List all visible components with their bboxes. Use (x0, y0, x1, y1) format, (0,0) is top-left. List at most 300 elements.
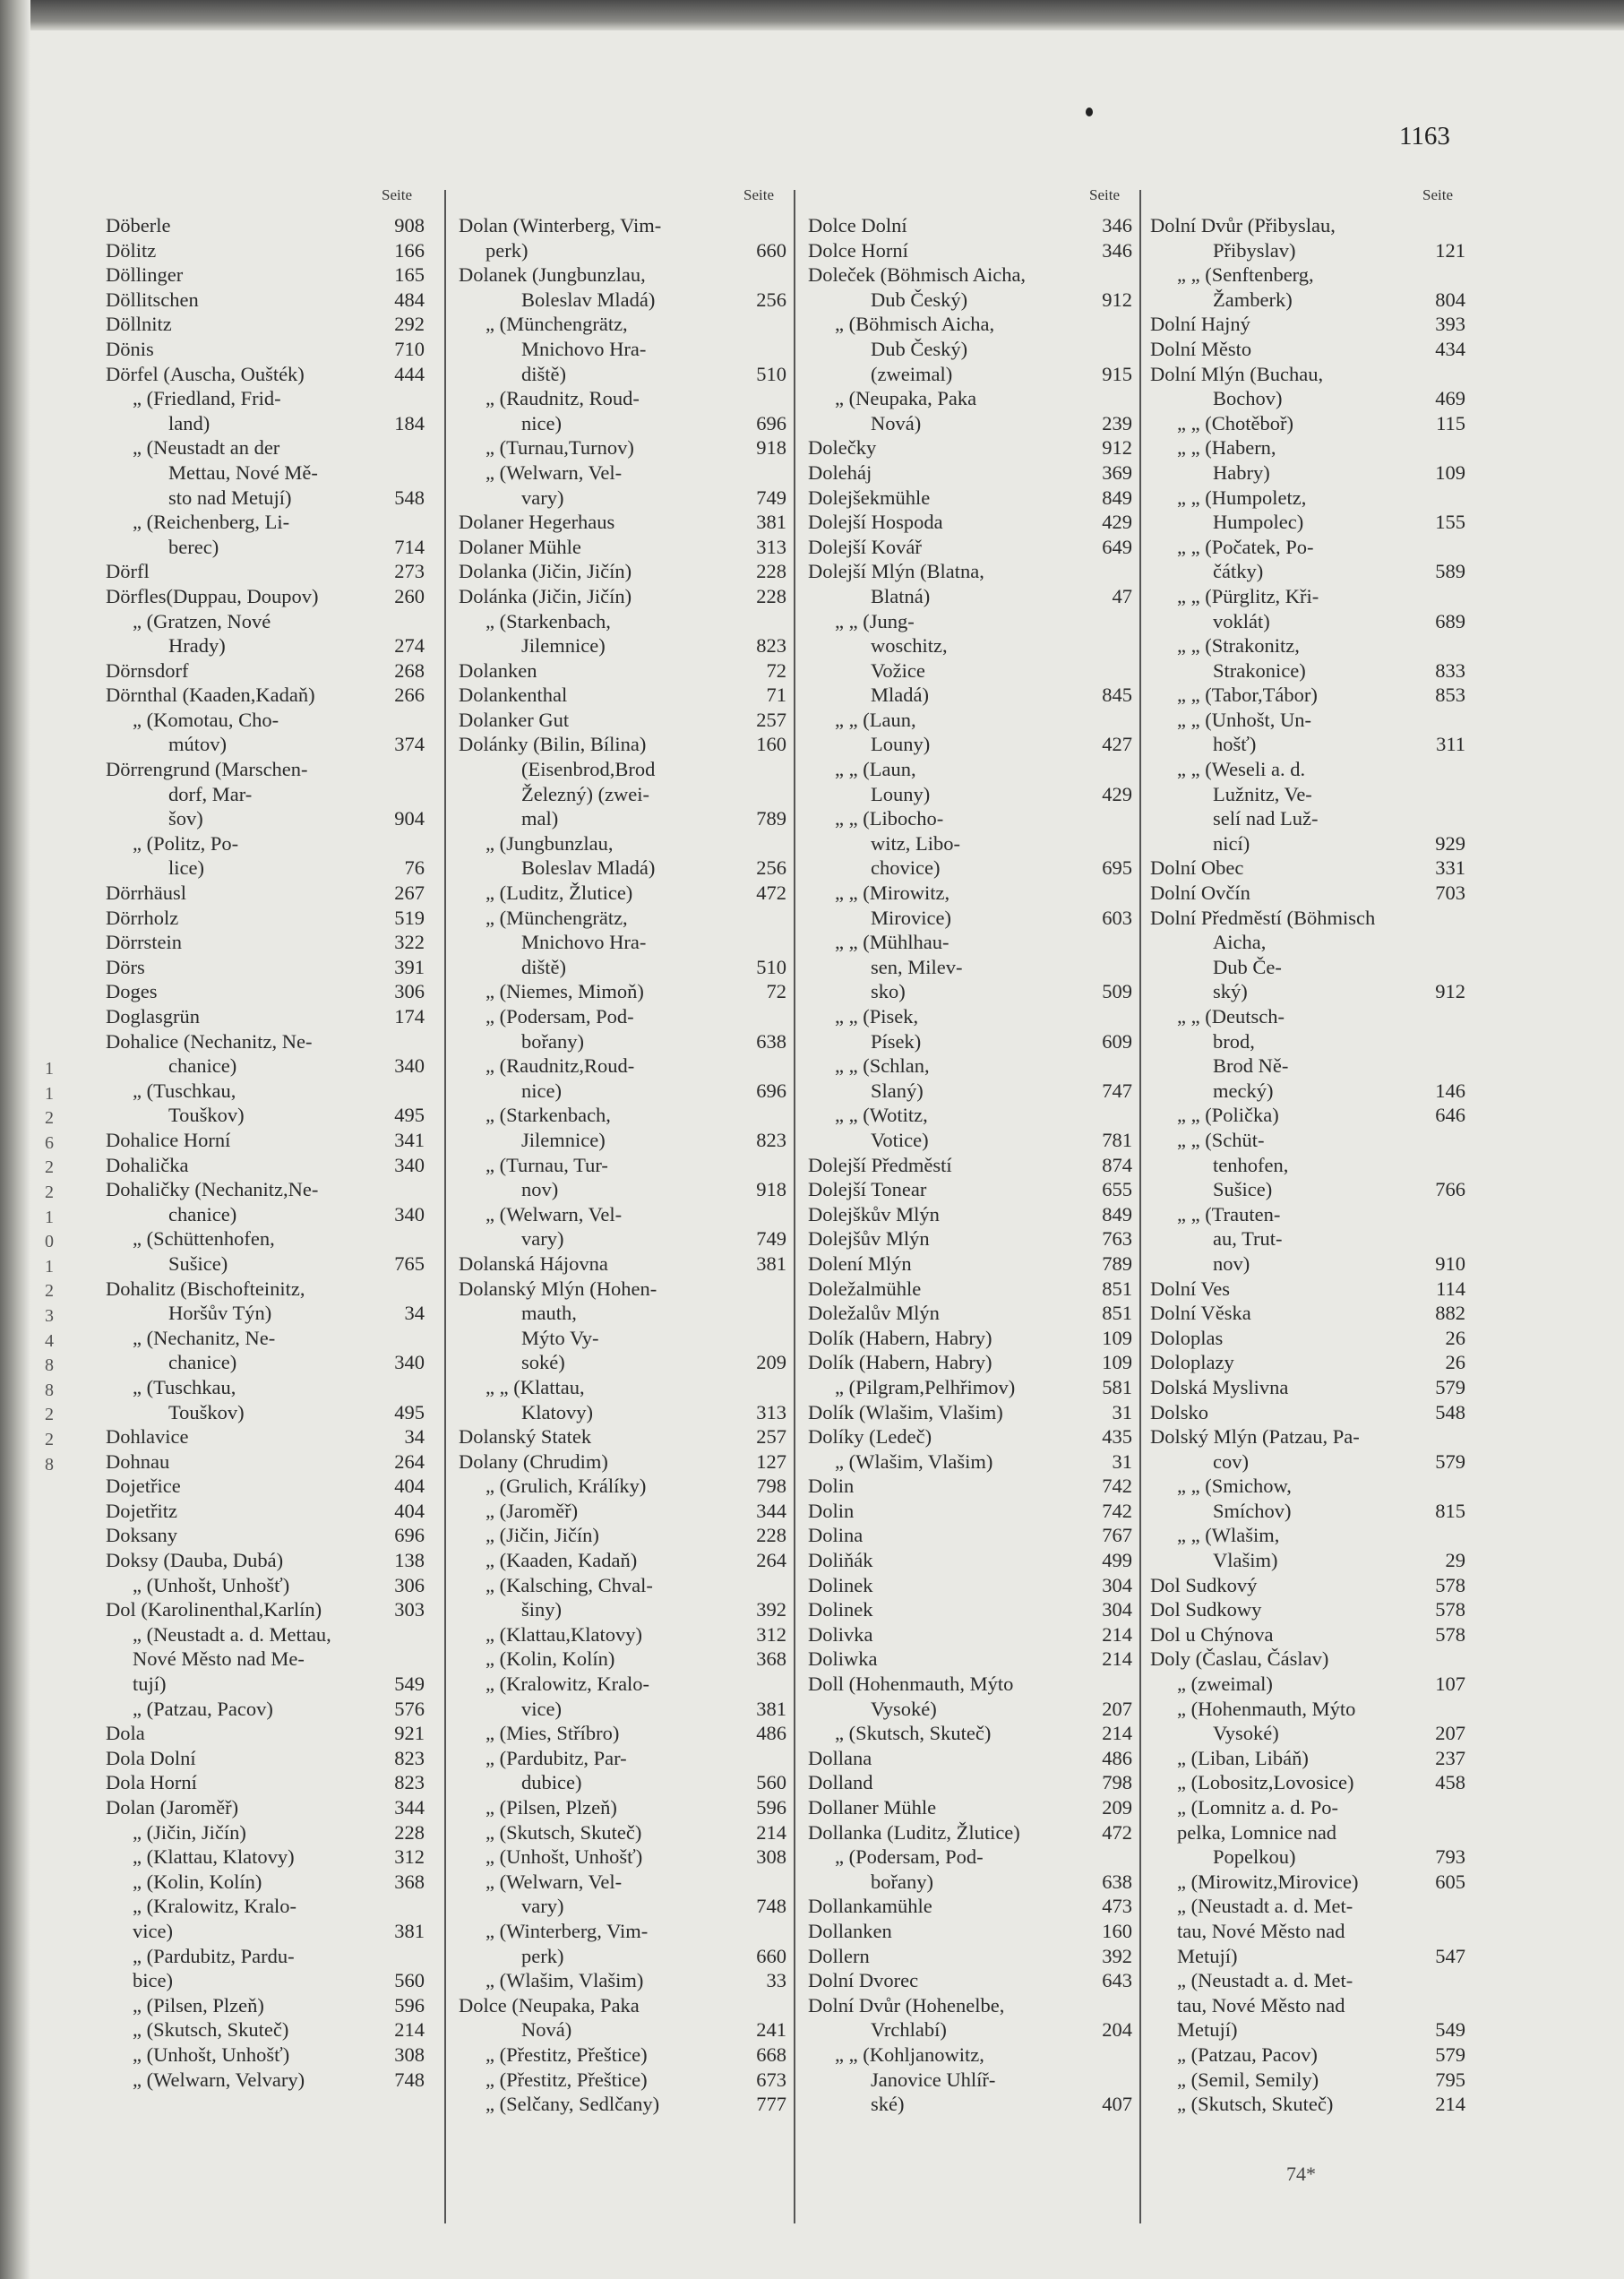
index-entry (106, 535, 425, 560)
entry-page: 404 (394, 1499, 425, 1522)
index-entry (106, 386, 425, 411)
entry-name: Mnichovo Hra- (521, 931, 647, 954)
index-entry (106, 559, 425, 584)
entry-name: vary) (521, 1227, 564, 1251)
entry-page: 155 (1435, 511, 1465, 534)
entry-page: 331 (1435, 856, 1465, 880)
entry-name: Dollanken (808, 1919, 892, 1942)
index-entry (106, 1301, 425, 1326)
entry-page: 214 (1435, 2093, 1465, 2116)
entry-page: 268 (394, 658, 425, 682)
entry-name: Dolce Dolní (808, 214, 907, 236)
entry-name: „ (Pilgram,Pelhřimov) (835, 1375, 1016, 1398)
entry-page: 703 (1435, 882, 1465, 905)
index-entry (459, 435, 786, 460)
entry-name: „ (Reichenberg, Li- (133, 511, 290, 534)
index-entry (106, 1029, 425, 1054)
entry-name: „ „ (Laun, (835, 708, 916, 731)
index-entry (459, 1573, 786, 1598)
index-entry (459, 782, 786, 807)
entry-name: Doležalův Mlýn (808, 1302, 940, 1325)
index-entry (808, 1004, 1132, 1029)
index-entry (459, 757, 786, 782)
index-entry (106, 1128, 425, 1153)
entry-name: Döllinger (106, 263, 184, 287)
entry-name: „ „ (Libocho- (835, 807, 944, 830)
entry-name: „ (Kalsching, Chval- (485, 1573, 653, 1596)
entry-name: „ (Münchengrätz, (485, 313, 628, 336)
index-entry (1150, 732, 1465, 757)
index-entry (106, 1968, 425, 1993)
index-entry (1150, 238, 1465, 263)
entry-name: Strakonice) (1213, 658, 1306, 682)
index-entry (808, 856, 1132, 881)
index-entry (106, 1499, 425, 1524)
entry-page: 581 (1102, 1375, 1132, 1398)
entry-name: „ (Patzau, Pacov) (133, 1697, 273, 1720)
index-entry (808, 262, 1132, 288)
index-entry (808, 831, 1132, 856)
entry-name: „ (Nechanitz, Ne- (133, 1326, 276, 1349)
index-entry (106, 1795, 425, 1820)
entry-name: nov) (1213, 1251, 1250, 1275)
entry-page: 605 (1435, 1870, 1465, 1893)
entry-name: Dolík (Habern, Habry) (808, 1351, 992, 1374)
entry-name: Doliňák (808, 1549, 873, 1572)
entry-name: „ (Münchengrätz, (485, 906, 628, 929)
entry-page: 72 (766, 658, 786, 682)
index-entry (808, 238, 1132, 263)
entry-name: Boleslav Mladá) (521, 288, 656, 311)
entry-page: 214 (1102, 1722, 1132, 1745)
index-entry (106, 782, 425, 807)
entry-name: „ (Unhošt, Unhošť) (133, 2042, 290, 2066)
entry-page: 589 (1435, 560, 1465, 583)
entry-name: Dörrstein (106, 931, 182, 954)
entry-name: „ (Welwarn, Vel- (485, 460, 623, 484)
index-entry (808, 979, 1132, 1004)
scan-top-edge (0, 0, 1624, 30)
entry-page: 241 (756, 2018, 786, 2042)
entry-name: „ (Wlašim, Vlašim) (835, 1449, 993, 1473)
margin-fragment: 1 (45, 1083, 54, 1104)
entry-name: Dohlavice (106, 1425, 189, 1449)
entry-page: 273 (394, 560, 425, 583)
entry-name: Dolsko (1150, 1400, 1209, 1423)
index-entry (459, 609, 786, 634)
entry-name: „ „ (Strakonitz, (1177, 634, 1300, 658)
index-entry (808, 1128, 1132, 1153)
index-entry (808, 1746, 1132, 1771)
entry-page: 381 (756, 511, 786, 534)
entry-name: „ (Klattau,Klatovy) (485, 1622, 642, 1646)
entry-page: 714 (394, 535, 425, 558)
entry-page: 767 (1102, 1524, 1132, 1547)
entry-name: „ (Skutsch, Skuteč) (133, 2018, 289, 2042)
entry-name: Sušice) (1213, 1178, 1273, 1201)
index-entry (459, 584, 786, 609)
index-entry (1150, 1548, 1465, 1573)
entry-name: Dörrhäusl (106, 882, 186, 905)
index-entry (106, 1993, 425, 2018)
margin-fragment: 1 (45, 1207, 54, 1227)
entry-page: 849 (1102, 486, 1132, 509)
entry-page: 579 (1435, 1375, 1465, 1398)
entry-page: 910 (1435, 1251, 1465, 1275)
index-entry (459, 510, 786, 535)
entry-name: „ (Neustadt an der (133, 436, 280, 460)
index-entry (1150, 213, 1465, 238)
margin-fragment: 2 (45, 1157, 54, 1178)
index-entry (459, 1029, 786, 1054)
entry-name: Dolin (808, 1475, 855, 1498)
entry-name: Dolanken (459, 658, 537, 682)
entry-name: Dolní Hajný (1150, 313, 1250, 336)
entry-name: perk) (521, 1944, 564, 1967)
index-entry (459, 1672, 786, 1697)
margin-fragment: 8 (45, 1380, 54, 1400)
entry-page: 579 (1435, 1449, 1465, 1473)
index-entry (1150, 1993, 1465, 2018)
index-entry (106, 2068, 425, 2093)
index-entry (1150, 1029, 1465, 1054)
entry-page: 228 (394, 1820, 425, 1844)
entry-name: Doglasgrün (106, 1005, 200, 1028)
entry-page: 369 (1102, 460, 1132, 484)
entry-page: 777 (756, 2093, 786, 2116)
entry-name: Dolanský Mlýn (Hohen- (459, 1277, 657, 1300)
entry-page: 267 (394, 882, 425, 905)
index-entry (1150, 1474, 1465, 1499)
index-entry (106, 708, 425, 733)
entry-page: 31 (1112, 1400, 1132, 1423)
margin-fragment: 4 (45, 1330, 54, 1351)
index-entry (459, 955, 786, 980)
entry-name: Dolanka (Jičin, Jičín) (459, 560, 632, 583)
index-entry (808, 312, 1132, 337)
entry-page: 29 (1445, 1549, 1465, 1572)
entry-name: Louny) (871, 733, 931, 756)
index-entry (459, 930, 786, 955)
entry-name: Dolánky (Bilin, Bílina) (459, 733, 647, 756)
index-entry (459, 1894, 786, 1919)
entry-name: Dolinek (808, 1598, 873, 1621)
entry-page: 549 (1435, 2018, 1465, 2042)
entry-name: Dol u Chýnova (1150, 1622, 1274, 1646)
entry-name: „ (Mirowitz,Mirovice) (1177, 1870, 1359, 1893)
column-header: Seite (1089, 186, 1120, 203)
entry-page: 146 (1435, 1079, 1465, 1102)
entry-page: 472 (756, 882, 786, 905)
index-entry (808, 1647, 1132, 1672)
index-entry (459, 1400, 786, 1425)
entry-name: Dolina (808, 1524, 864, 1547)
index-entry (459, 1449, 786, 1475)
entry-name: Písek) (871, 1029, 922, 1053)
entry-name: nicí) (1213, 831, 1250, 855)
index-entry (1150, 1375, 1465, 1400)
entry-page: 689 (1435, 609, 1465, 632)
entry-name: land) (168, 411, 211, 434)
entry-page: 322 (394, 931, 425, 954)
entry-page: 495 (394, 1104, 425, 1127)
index-entry (106, 930, 425, 955)
entry-page: 548 (1435, 1400, 1465, 1423)
index-entry (106, 1622, 425, 1647)
entry-page: 696 (756, 1079, 786, 1102)
entry-page: 214 (1102, 1647, 1132, 1671)
entry-name: Mettau, Nové Mě- (168, 460, 318, 484)
index-entry (459, 1054, 786, 1079)
entry-name: „ (Friedland, Frid- (133, 387, 281, 410)
entry-name: chovice) (871, 856, 941, 880)
index-entry (808, 1226, 1132, 1251)
index-entry (459, 312, 786, 337)
index-entry (1150, 1350, 1465, 1375)
entry-page: 209 (756, 1351, 786, 1374)
entry-name: Žamberk) (1213, 288, 1293, 311)
entry-page: 578 (1435, 1573, 1465, 1596)
index-entry (1150, 411, 1465, 436)
entry-name: „ (Pilsen, Plzeň) (133, 1993, 264, 2017)
entry-name: Smíchov) (1213, 1499, 1292, 1522)
index-entry (808, 1400, 1132, 1425)
entry-name: Vlašim) (1213, 1549, 1278, 1572)
index-entry (106, 1153, 425, 1178)
index-entry (1150, 906, 1465, 931)
index-entry (808, 2068, 1132, 2093)
entry-name: „ (Skutsch, Skuteč) (1177, 2093, 1334, 2116)
index-entry (808, 633, 1132, 658)
index-entry (1150, 1820, 1465, 1845)
entry-name: diště) (521, 955, 566, 978)
entry-name: šov) (168, 807, 203, 830)
index-entry (459, 288, 786, 313)
index-entry (1150, 1968, 1465, 1993)
index-entry (808, 1597, 1132, 1622)
index-entry (459, 633, 786, 658)
entry-page: 655 (1102, 1178, 1132, 1201)
entry-page: 789 (1102, 1251, 1132, 1275)
index-entry (1150, 1128, 1465, 1153)
entry-page: 766 (1435, 1178, 1465, 1201)
index-entry (106, 906, 425, 931)
entry-page: 765 (394, 1251, 425, 1275)
index-entry (1150, 1103, 1465, 1128)
entry-page: 160 (1102, 1919, 1132, 1942)
entry-page: 341 (394, 1128, 425, 1151)
left-margin-fragments (4, 1057, 54, 1477)
index-entry (106, 1672, 425, 1697)
entry-name: „ (Hohenmauth, Mýto (1177, 1697, 1356, 1720)
column-header: Seite (743, 186, 774, 203)
index-entry (808, 782, 1132, 807)
index-entry (808, 806, 1132, 831)
entry-name: Dolní Město (1150, 337, 1252, 360)
index-entry (459, 1128, 786, 1153)
entry-name: „ (Pilsen, Plzeň) (485, 1796, 617, 1819)
entry-page: 510 (756, 362, 786, 385)
index-entry (106, 609, 425, 634)
entry-name: „ (zweimal) (1177, 1673, 1273, 1696)
entry-name: Dollaner Mühle (808, 1796, 937, 1819)
index-entry (1150, 1449, 1465, 1475)
entry-name: „ (Tuschkau, (133, 1375, 236, 1398)
index-entry (808, 1054, 1132, 1079)
entry-page: 209 (1102, 1796, 1132, 1819)
entry-page: 435 (1102, 1425, 1132, 1449)
entry-page: 804 (1435, 288, 1465, 311)
index-entry (808, 1424, 1132, 1449)
entry-name: Dolská Myslivna (1150, 1375, 1289, 1398)
entry-page: 578 (1435, 1598, 1465, 1621)
margin-fragment: 2 (45, 1108, 54, 1129)
entry-page: 499 (1102, 1549, 1132, 1572)
entry-name: chanice) (168, 1351, 237, 1374)
entry-name: Dolejšův Mlýn (808, 1227, 930, 1251)
entry-page: 374 (394, 733, 425, 756)
entry-name: Doležalmühle (808, 1277, 922, 1300)
index-entry (459, 1350, 786, 1375)
entry-page: 214 (1102, 1622, 1132, 1646)
index-entry (106, 1202, 425, 1227)
entry-name: „ (Přestitz, Přeštice) (485, 2042, 648, 2066)
index-entry (459, 1993, 786, 2018)
entry-page: 228 (756, 1524, 786, 1547)
entry-page: 47 (1112, 584, 1132, 607)
entry-page: 174 (394, 1005, 425, 1028)
entry-name: Dollanka (Luditz, Žlutice) (808, 1820, 1020, 1844)
index-entry (1150, 312, 1465, 337)
index-entry (808, 1573, 1132, 1598)
entry-name: „ (Welwarn, Velvary) (133, 2068, 305, 2091)
entry-name: Klatovy) (521, 1400, 593, 1423)
margin-fragment: 8 (45, 1454, 54, 1475)
entry-name: Dolní Věska (1150, 1302, 1251, 1325)
index-entry (1150, 1400, 1465, 1425)
index-entry (1150, 1697, 1465, 1722)
entry-name: „ (Pardubitz, Pardu- (133, 1944, 295, 1967)
index-entry (459, 1004, 786, 1029)
index-entry (106, 1597, 425, 1622)
entry-page: 823 (756, 634, 786, 658)
column-rule (1139, 190, 1141, 2223)
index-entry (808, 708, 1132, 733)
index-entry (106, 1424, 425, 1449)
entry-name: dorf, Mar- (168, 782, 253, 805)
entry-name: (Eisenbrod,Brod (521, 758, 656, 781)
entry-name: Lužnitz, Ve- (1213, 782, 1312, 805)
column-header: Seite (382, 186, 412, 203)
entry-name: Dolní Mlýn (Buchau, (1150, 362, 1324, 385)
margin-fragment: 2 (45, 1182, 54, 1202)
entry-page: 207 (1435, 1722, 1465, 1745)
entry-page: 579 (1435, 2042, 1465, 2066)
entry-page: 207 (1102, 1697, 1132, 1720)
entry-name: Brod Ně- (1213, 1054, 1289, 1078)
entry-name: Touškov) (168, 1400, 245, 1423)
entry-page: 904 (394, 807, 425, 830)
entry-name: Nová) (871, 411, 922, 434)
index-entry (106, 238, 425, 263)
entry-page: 165 (394, 263, 425, 287)
index-entry (106, 732, 425, 757)
entry-page: 228 (756, 560, 786, 583)
entry-name: „ (Kralowitz, Kralo- (133, 1895, 297, 1918)
index-entry (459, 1845, 786, 1870)
entry-name: Blatná) (871, 584, 931, 607)
margin-fragment: 3 (45, 1305, 54, 1326)
index-entry (106, 1177, 425, 1202)
entry-page: 749 (756, 486, 786, 509)
entry-page: 256 (756, 288, 786, 311)
entry-page: 833 (1435, 658, 1465, 682)
entry-name: „ „ (Jung- (835, 609, 915, 632)
entry-page: 473 (1102, 1895, 1132, 1918)
index-entry (459, 1770, 786, 1795)
index-entry (1150, 1597, 1465, 1622)
index-entry (106, 979, 425, 1004)
entry-page: 510 (756, 955, 786, 978)
entry-page: 34 (404, 1302, 425, 1325)
entry-name: Dohaličky (Nechanitz,Ne- (106, 1178, 319, 1201)
index-entry (808, 658, 1132, 684)
index-entry (459, 1499, 786, 1524)
entry-name: „ (Semil, Semily) (1177, 2068, 1319, 2091)
index-entry (106, 1226, 425, 1251)
index-entry (1150, 2017, 1465, 2042)
entry-name: vice) (521, 1697, 562, 1720)
index-entry (1150, 1770, 1465, 1795)
entry-page: 429 (1102, 782, 1132, 805)
entry-name: „ (Neustadt a. d. Met- (1177, 1895, 1353, 1918)
entry-name: Dol Sudkowy (1150, 1598, 1262, 1621)
entry-page: 710 (394, 337, 425, 360)
entry-page: 312 (394, 1845, 425, 1869)
index-entry (459, 535, 786, 560)
entry-page: 313 (756, 1400, 786, 1423)
entry-name: Dolanský Statek (459, 1425, 592, 1449)
entry-name: vary) (521, 1895, 564, 1918)
index-entry (1150, 1153, 1465, 1178)
index-entry (1150, 806, 1465, 831)
entry-page: 308 (394, 2042, 425, 2066)
index-entry (1150, 1721, 1465, 1746)
index-entry (808, 1697, 1132, 1722)
index-entry (459, 1746, 786, 1771)
entry-name: „ „ (Wlašim, (1177, 1524, 1280, 1547)
index-entry (459, 1647, 786, 1672)
entry-page: 391 (394, 955, 425, 978)
index-entry (106, 1375, 425, 1400)
index-entry (808, 559, 1132, 584)
index-entry (106, 1350, 425, 1375)
entry-name: Doleháj (808, 460, 872, 484)
entry-page: 748 (394, 2068, 425, 2091)
entry-name: Dolečky (808, 436, 877, 460)
entry-name: nice) (521, 411, 562, 434)
entry-name: Dolejší Kovář (808, 535, 922, 558)
index-entry (808, 1153, 1132, 1178)
index-entry (808, 1103, 1132, 1128)
index-entry (106, 1449, 425, 1475)
entry-name: „ (Neustadt a. d. Mettau, (133, 1622, 331, 1646)
entry-name: Dönis (106, 337, 154, 360)
entry-name: Dohalička (106, 1153, 189, 1176)
index-entry (106, 1548, 425, 1573)
entry-name: Dol (Karolinenthal,Karlín) (106, 1598, 322, 1621)
entry-name: Döllitschen (106, 288, 199, 311)
